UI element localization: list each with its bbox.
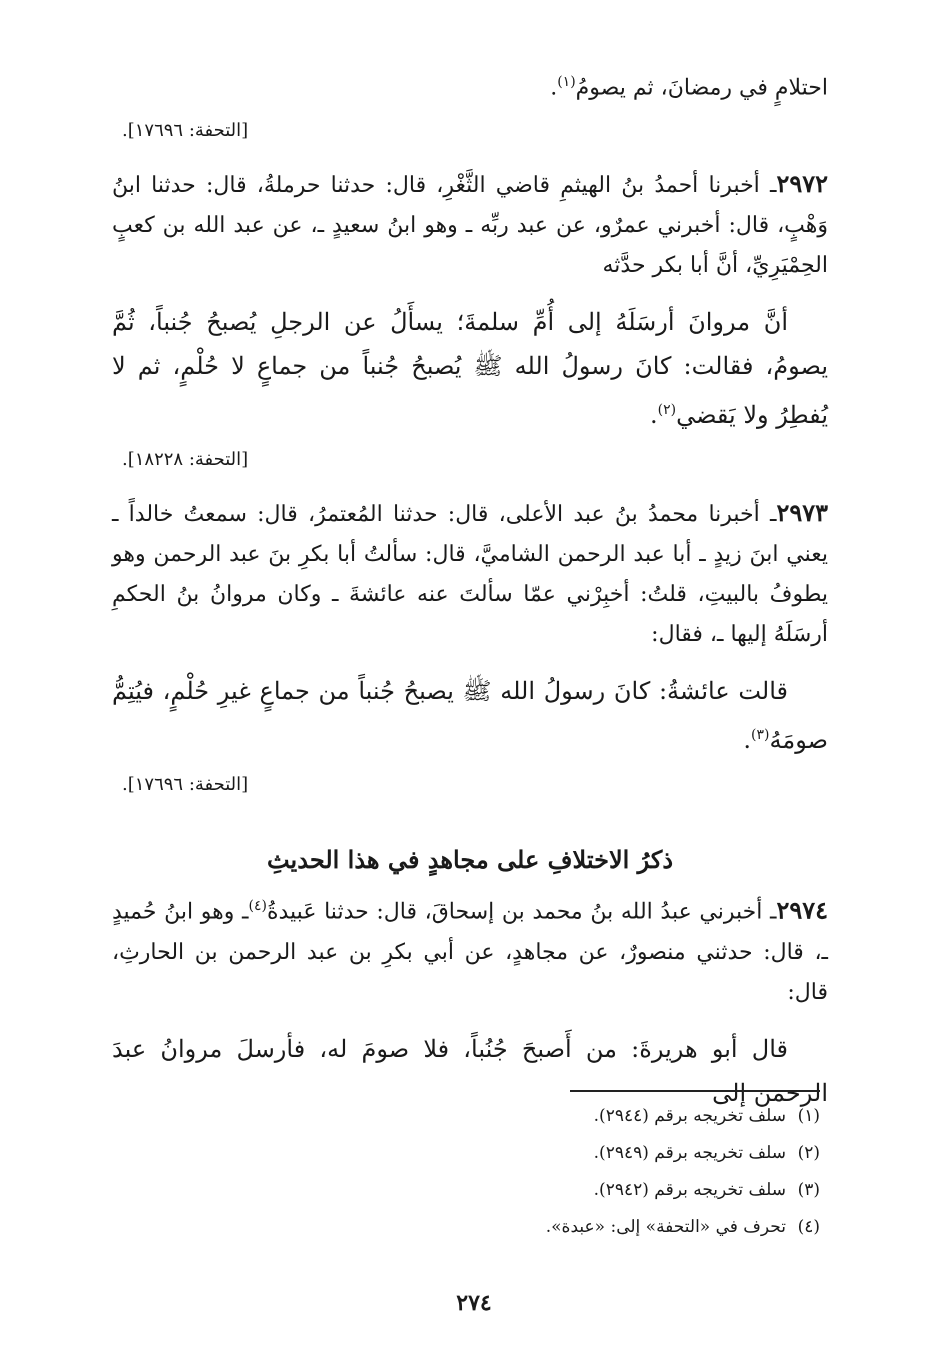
footnote-ref-2: (٢) <box>657 402 677 419</box>
footnote: (١)سلف تخريجه برقم (٢٩٤٤). <box>593 1106 820 1126</box>
section-heading: ذكرُ الاختلافِ على مجاهدٍ في هذا الحديثِ <box>266 845 674 875</box>
footnote-ref-3: (٣) <box>751 727 770 744</box>
footnote-divider <box>570 1090 820 1092</box>
hadith-number: ٢٩٧٤ <box>776 895 828 925</box>
hadith-number: ٢٩٧٢ <box>776 169 828 199</box>
tuhfa-reference-3: [التحفة: ١٧٦٩٦]. <box>122 774 249 796</box>
footnote: (٢)سلف تخريجه برقم (٢٩٤٩). <box>593 1143 820 1163</box>
main-text <box>112 62 828 1115</box>
hadith-2974-matn: قال أبو هريرةَ: من أَصبحَ جُنُباً، فلا صومَ له، فأرسلَ مروانُ عبدَ الرحمن إلى <box>112 1034 828 1107</box>
hadith-2973-matn: قالت عائشةُ: كانَ رسولُ الله ﷺ يصبحُ جُنباً من جماعٍ غيرِ حُلْمٍ، فيُتِمُّ صومَهُ$^{(٣)}$. <box>112 677 828 755</box>
footnotes <box>480 1098 820 1246</box>
hadith-2972-isnad: ٢٩٧٢ـ أخبرنا أحمدُ بنُ الهيثمِ قاضي الثَّغْرِ، قال: حدثنا حرملةُ، قال: حدثنا ابنُ وَهْبٍ، قال: أخبرني عمرٌو، عن عبد ربِّه ـ وهو ابنُ سعيدٍ ـ، عن عبد الله بن كعبٍ الحِمْيَرِيِّ، أنَّ أبا بكر حدَّثه <box>112 169 828 279</box>
hadith-2973-isnad: ٢٩٧٣ـ أخبرنا محمدُ بنُ عبد الأعلى، قال: حدثنا المُعتمرُ، قال: سمعتُ خالداً ـ يعني ابنَ زيدٍ ـ أبا عبد الرحمن الشاميَّ، قال: سألتُ أبا بكرِ بنَ عبد الرحمن وهو يطوفُ بالبيتِ، قلتُ: أخبِرْني عمّا سألتَ عنه عائشةَ ـ وكان مروانُ بنُ الحكمِ أرسَلَهُ إليها ـ، فقال: <box>112 498 828 648</box>
hadith-number: ٢٩٧٣ <box>776 498 828 528</box>
hadith-2974-isnad: ٢٩٧٤ـ أخبرني عبدُ الله بنُ محمد بن إسحاقَ، قال: حدثنا عَبيدةُ$^{(٤)}$ـ وهو ابنُ حُميدٍ ـ، قال: حدثني منصورٌ، عن مجاهدٍ، عن أبي بكرِ بن عبد الرحمن بن الحارثِ، قال: <box>112 895 828 1005</box>
tuhfa-reference-2: [التحفة: ١٨٢٢٨]. <box>122 449 249 471</box>
footnote: (٣)سلف تخريجه برقم (٢٩٤٢). <box>593 1180 820 1200</box>
opening-line: احتلامٍ في رمضانَ، ثم يصومُ$^{(١)}$. <box>550 74 828 101</box>
footnote: (٤)تحرف في «التحفة» إلى: «عبدة». <box>545 1217 820 1237</box>
hadith-2972-matn: أنَّ مروانَ أرسَلَهُ إلى أُمِّ سلمةَ؛ يسأَلُ عن الرجلِ يُصبحُ جُنباً، ثُمَّ يصومُ، فقالت: كانَ رسولُ الله ﷺ يُصبحُ جُنباً من جماعٍ لا حُلْمٍ، ثم لا يُفطِرُ ولا يَقضي$^{(٢)}$. <box>112 308 828 430</box>
page-number: ٢٧٤ <box>456 1290 492 1316</box>
footnote-ref-1: (١) <box>557 74 576 90</box>
footnote-ref-4: (٤) <box>248 898 267 915</box>
tuhfa-reference-1: [التحفة: ١٧٦٩٦]. <box>122 120 249 142</box>
